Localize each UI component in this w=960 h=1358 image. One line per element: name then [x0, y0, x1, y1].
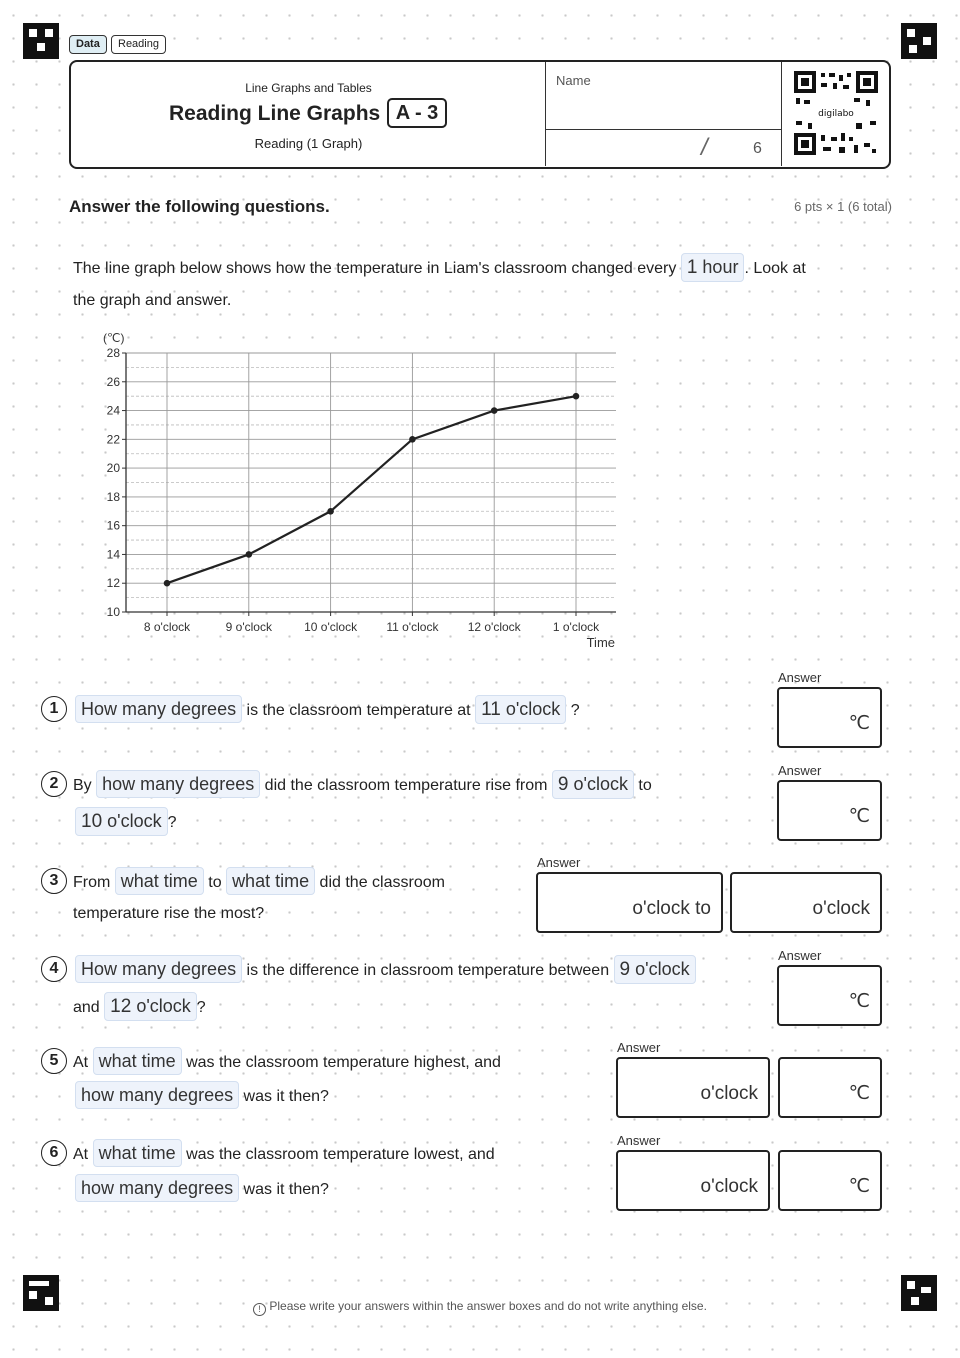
x-tick-label: 11 o'clock — [386, 620, 439, 634]
question-6-text-line-2: how many degrees was it then? — [75, 1174, 329, 1204]
answer-box-2[interactable]: ℃ — [777, 780, 882, 841]
answer-box-3-end[interactable]: o'clock — [730, 872, 882, 933]
answer-box-6-time[interactable]: o'clock — [616, 1150, 770, 1211]
x-tick-label: 1 o'clock — [552, 620, 600, 634]
info-circle-icon: ! — [253, 1303, 266, 1316]
name-field[interactable] — [546, 90, 782, 128]
y-axis-unit-label: (℃) — [103, 331, 125, 345]
question-number-4: 4 — [41, 956, 67, 982]
answer-label-4: Answer — [778, 948, 822, 963]
answer-box-5-degrees[interactable]: ℃ — [778, 1057, 882, 1118]
question-number-3: 3 — [41, 868, 67, 894]
interval-highlight: 1 hour — [681, 253, 745, 282]
tag-reading: Reading — [111, 35, 166, 54]
name-label: Name — [556, 73, 591, 88]
qr-logo-text: digilabo — [818, 109, 854, 119]
intro-line-2: the graph and answer. — [73, 292, 232, 309]
answer-label-1: Answer — [778, 670, 822, 685]
corner-marker-top-right — [901, 23, 937, 59]
y-tick-label: 18 — [106, 489, 120, 504]
question-6-text-line-1: At what time was the classroom temperature lowest, and — [73, 1139, 495, 1169]
instructions-heading: Answer the following questions. — [69, 197, 330, 216]
answer-box-1[interactable]: ℃ — [777, 687, 882, 748]
score-total: 6 — [753, 140, 762, 157]
x-tick-label: 8 o'clock — [143, 620, 191, 634]
y-tick-label: 22 — [106, 432, 120, 447]
question-2-text-line-1: By how many degrees did the classroom temperature rise from 9 o'clock to — [73, 770, 652, 800]
data-point — [573, 393, 580, 400]
qr-area — [781, 62, 889, 166]
x-axis-label: Time — [586, 635, 615, 650]
y-tick-label: 14 — [106, 547, 120, 562]
temperature-line-chart — [90, 328, 650, 658]
question-5-text-line-1: At what time was the classroom temperature highest, and — [73, 1047, 501, 1077]
x-tick-label: 12 o'clock — [467, 620, 521, 634]
points-info: 6 pts × 1 (6 total) — [794, 199, 892, 214]
y-tick-label: 28 — [106, 346, 120, 360]
answer-box-6-degrees[interactable]: ℃ — [778, 1150, 882, 1211]
x-tick-label: 10 o'clock — [304, 620, 358, 634]
question-2-text-line-2: 10 o'clock ? — [75, 807, 177, 837]
intro-line-1: The line graph below shows how the temperature in Liam's classroom changed every 1 hour . Look at — [73, 253, 806, 283]
answer-label-6: Answer — [617, 1133, 661, 1148]
y-tick-label: 26 — [106, 374, 120, 389]
question-3-text-line-1: From what time to what time did the classroom — [73, 867, 445, 897]
question-4-text-line-1: How many degrees is the difference in classroom temperature between 9 o'clock — [75, 955, 696, 985]
y-tick-label: 24 — [106, 403, 120, 418]
x-tick-label: 9 o'clock — [225, 620, 272, 634]
y-tick-label: 12 — [106, 576, 120, 591]
subtitle: Reading (1 Graph) — [254, 136, 363, 151]
answer-label-5: Answer — [617, 1040, 661, 1055]
question-number-1: 1 — [41, 696, 67, 722]
data-point — [491, 407, 498, 414]
corner-marker-top-left — [23, 23, 59, 59]
data-point — [164, 580, 171, 587]
question-4-text-line-2: and 12 o'clock ? — [73, 992, 206, 1022]
question-number-5: 5 — [41, 1048, 67, 1074]
tag-data: Data — [69, 35, 107, 54]
answer-box-3-start[interactable]: o'clock to — [536, 872, 723, 933]
answer-label-3: Answer — [537, 855, 581, 870]
answer-label-2: Answer — [778, 763, 822, 778]
question-5-text-line-2: how many degrees was it then? — [75, 1081, 329, 1111]
question-number-6: 6 — [41, 1140, 67, 1166]
category-label: Line Graphs and Tables — [245, 81, 372, 95]
score-slash: / — [701, 134, 708, 161]
footer-note: ! Please write your answers within the answer boxes and do not write anything else. — [0, 1299, 960, 1316]
data-point — [409, 436, 416, 443]
page-title: Reading Line Graphs — [169, 102, 381, 125]
worksheet-header — [69, 60, 891, 169]
question-3-text-line-2: temperature rise the most? — [73, 905, 265, 922]
y-tick-label: 10 — [106, 605, 120, 619]
qr-code-icon — [794, 71, 878, 155]
question-1-text: How many degrees is the classroom temperature at 11 o'clock ? — [75, 695, 580, 725]
level-badge: A - 3 — [387, 98, 447, 128]
data-point — [246, 551, 253, 558]
answer-box-5-time[interactable]: o'clock — [616, 1057, 770, 1118]
name-area — [545, 62, 781, 166]
y-tick-label: 20 — [106, 461, 120, 476]
data-point — [327, 508, 334, 515]
y-tick-label: 16 — [106, 518, 120, 533]
question-number-2: 2 — [41, 771, 67, 797]
answer-box-4[interactable]: ℃ — [777, 965, 882, 1026]
